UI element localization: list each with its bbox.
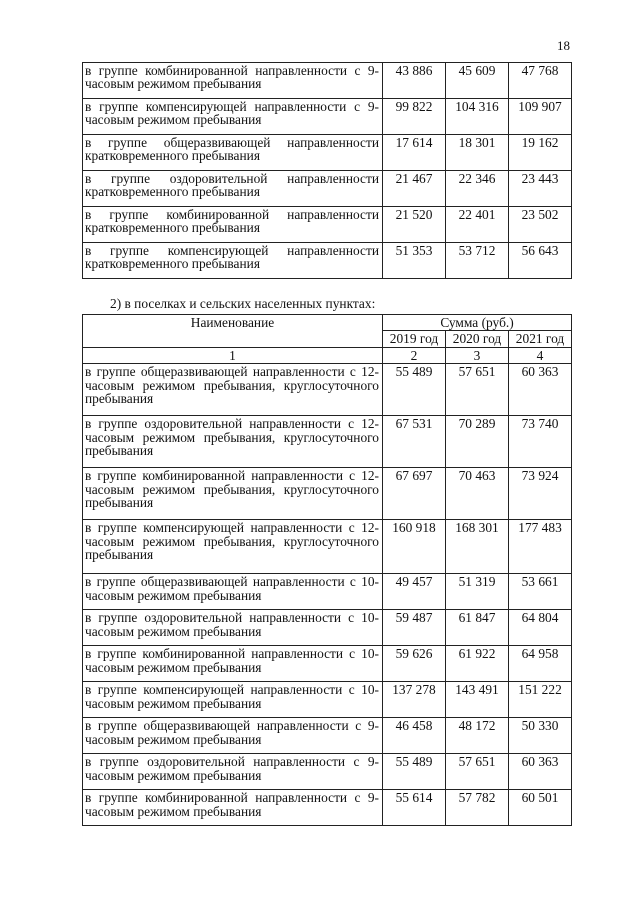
value-2019: 17 614	[383, 135, 446, 171]
column-number: 2	[383, 347, 446, 363]
value-2020: 57 651	[446, 364, 509, 416]
value-2020: 70 463	[446, 468, 509, 520]
row-name: в группе комбинированной направленности с 9-часовым режимом пребывания	[83, 63, 383, 99]
value-2021: 23 443	[509, 171, 572, 207]
table-row	[83, 574, 572, 610]
row-name: в группе общеразвивающей направленности с 10-часовым режимом пребывания	[83, 574, 383, 610]
name-column-header: Наименование	[83, 315, 383, 348]
row-name: в группе общеразвивающей направленности с 9-часовым режимом пребывания	[83, 718, 383, 754]
table-row	[83, 682, 572, 718]
value-2020: 168 301	[446, 520, 509, 574]
value-2021: 60 501	[509, 790, 572, 826]
row-name: в группе компенсирующей направленности с 12-часовым режимом пребывания, круглосуточного пребывания	[83, 520, 383, 574]
value-2019: 55 614	[383, 790, 446, 826]
table-row	[83, 243, 572, 279]
value-2019: 51 353	[383, 243, 446, 279]
value-2020: 45 609	[446, 63, 509, 99]
table-row	[83, 135, 572, 171]
value-2021: 73 740	[509, 416, 572, 468]
year-2021-header: 2021 год	[509, 331, 572, 347]
value-2019: 21 467	[383, 171, 446, 207]
cost-table-continued	[82, 62, 572, 279]
value-2021: 60 363	[509, 364, 572, 416]
value-2020: 22 401	[446, 207, 509, 243]
value-2020: 51 319	[446, 574, 509, 610]
value-2019: 59 487	[383, 610, 446, 646]
row-name: в группе оздоровительной направленности кратковременного пребывания	[83, 171, 383, 207]
table-row	[83, 99, 572, 135]
value-2019: 67 531	[383, 416, 446, 468]
row-name: в группе компенсирующей направленности кратковременного пребывания	[83, 243, 383, 279]
row-name: в группе комбинированной направленности с 9-часовым режимом пребывания	[83, 790, 383, 826]
value-2019: 46 458	[383, 718, 446, 754]
value-2021: 50 330	[509, 718, 572, 754]
value-2020: 53 712	[446, 243, 509, 279]
row-name: в группе оздоровительной направленности с 10-часовым режимом пребывания	[83, 610, 383, 646]
value-2020: 48 172	[446, 718, 509, 754]
year-2020-header: 2020 год	[446, 331, 509, 347]
table-row	[83, 718, 572, 754]
header-row	[83, 315, 572, 331]
cost-table-rural	[82, 314, 572, 826]
value-2019: 67 697	[383, 468, 446, 520]
table-row	[83, 520, 572, 574]
table-row	[83, 468, 572, 520]
row-name: в группе общеразвивающей направленности с 12-часовым режимом пребывания, круглосуточного пребывания	[83, 364, 383, 416]
table-row	[83, 364, 572, 416]
page-number: 18	[557, 38, 570, 53]
value-2019: 137 278	[383, 682, 446, 718]
row-name: в группе комбинированной направленности с 10-часовым режимом пребывания	[83, 646, 383, 682]
value-2019: 55 489	[383, 364, 446, 416]
column-number-row	[83, 347, 572, 363]
value-2020: 61 847	[446, 610, 509, 646]
column-number: 1	[83, 347, 383, 363]
value-2021: 60 363	[509, 754, 572, 790]
row-name: в группе компенсирующей направленности с 9-часовым режимом пребывания	[83, 99, 383, 135]
value-2021: 23 502	[509, 207, 572, 243]
table-row	[83, 754, 572, 790]
value-2020: 104 316	[446, 99, 509, 135]
value-2020: 70 289	[446, 416, 509, 468]
sum-column-header: Сумма (руб.)	[383, 315, 572, 331]
column-number: 3	[446, 347, 509, 363]
value-2021: 56 643	[509, 243, 572, 279]
table-row	[83, 171, 572, 207]
table-row	[83, 416, 572, 468]
value-2019: 160 918	[383, 520, 446, 574]
value-2019: 55 489	[383, 754, 446, 790]
value-2021: 53 661	[509, 574, 572, 610]
section-heading: 2) в поселках и сельских населенных пунктах:	[110, 296, 376, 311]
value-2021: 177 483	[509, 520, 572, 574]
value-2021: 64 804	[509, 610, 572, 646]
value-2020: 143 491	[446, 682, 509, 718]
row-name: в группе компенсирующей направленности с 10-часовым режимом пребывания	[83, 682, 383, 718]
value-2021: 47 768	[509, 63, 572, 99]
table-row	[83, 790, 572, 826]
value-2021: 73 924	[509, 468, 572, 520]
row-name: в группе оздоровительной направленности с 9-часовым режимом пребывания	[83, 754, 383, 790]
value-2019: 99 822	[383, 99, 446, 135]
year-2019-header: 2019 год	[383, 331, 446, 347]
value-2021: 109 907	[509, 99, 572, 135]
row-name: в группе комбинированной направленности кратковременного пребывания	[83, 207, 383, 243]
value-2021: 151 222	[509, 682, 572, 718]
value-2021: 64 958	[509, 646, 572, 682]
table-row	[83, 610, 572, 646]
table-row	[83, 63, 572, 99]
value-2019: 21 520	[383, 207, 446, 243]
row-name: в группе комбинированной направленности с 12-часовым режимом пребывания, круглосуточного пребывания	[83, 468, 383, 520]
table-row	[83, 207, 572, 243]
value-2020: 57 782	[446, 790, 509, 826]
value-2020: 57 651	[446, 754, 509, 790]
value-2019: 49 457	[383, 574, 446, 610]
table-row	[83, 646, 572, 682]
row-name: в группе оздоровительной направленности с 12-часовым режимом пребывания, круглосуточного пребывания	[83, 416, 383, 468]
row-name: в группе общеразвивающей направленности кратковременного пребывания	[83, 135, 383, 171]
value-2020: 61 922	[446, 646, 509, 682]
value-2020: 18 301	[446, 135, 509, 171]
column-number: 4	[509, 347, 572, 363]
value-2019: 59 626	[383, 646, 446, 682]
value-2019: 43 886	[383, 63, 446, 99]
value-2021: 19 162	[509, 135, 572, 171]
value-2020: 22 346	[446, 171, 509, 207]
